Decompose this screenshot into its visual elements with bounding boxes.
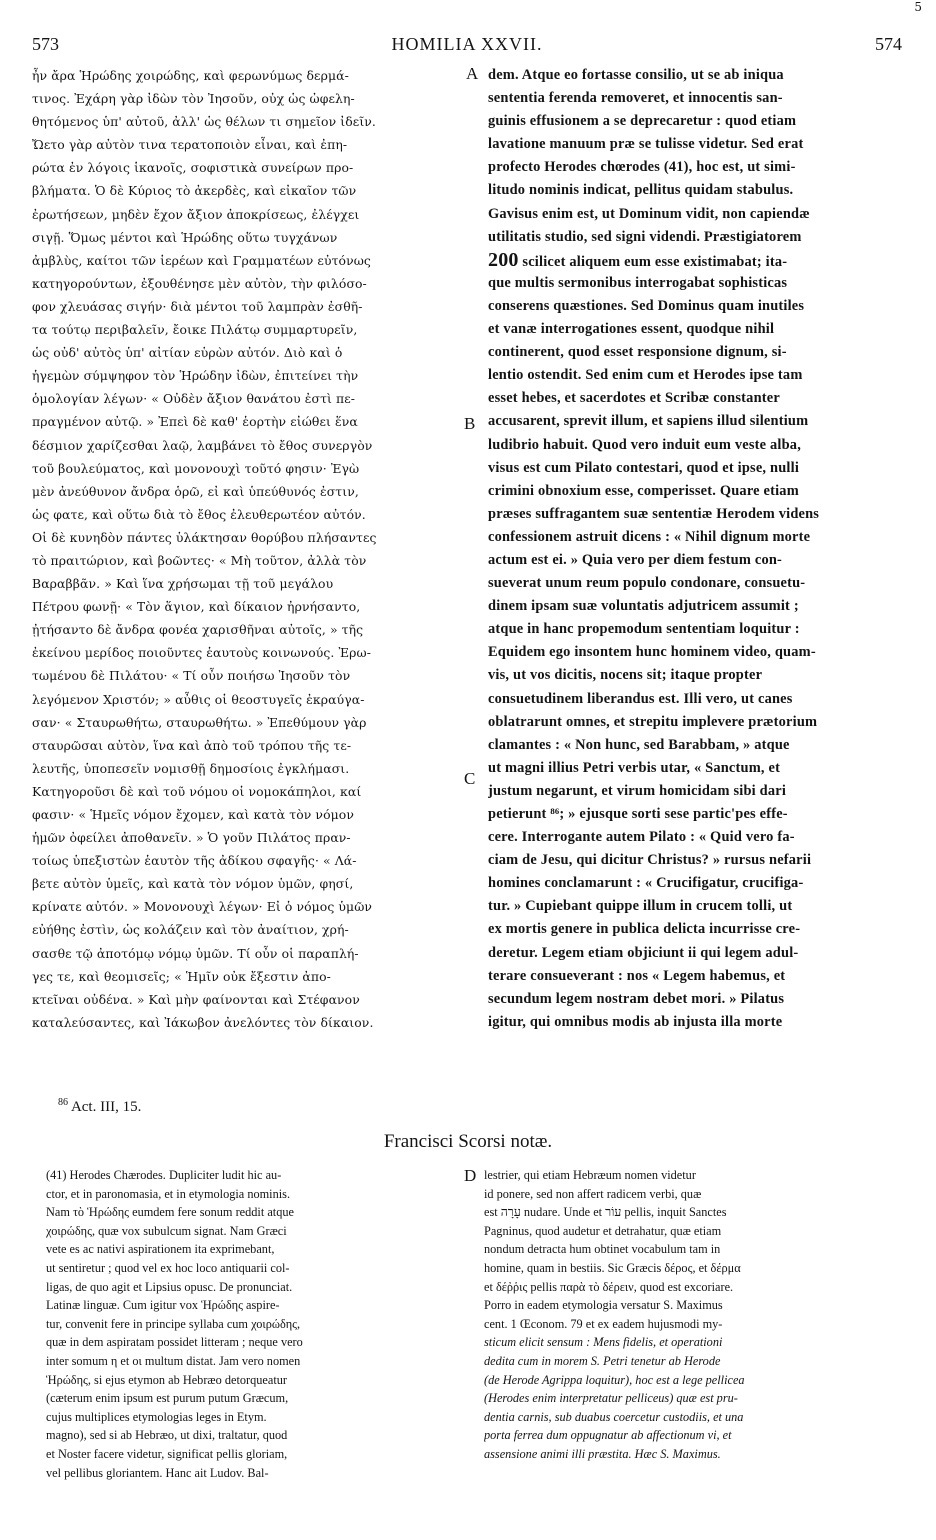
latin-text-line: cere. Interrogante autem Pilato : « Quid vero fa-	[488, 829, 795, 846]
latin-text-line: secundum legem nostram debet mori. » Pilatus	[488, 990, 785, 1007]
latin-text-line: profecto Herodes chœrodes (41), hoc est, ut simi-	[488, 159, 796, 176]
corner-mark: 5	[914, 0, 922, 14]
greek-text-line: φον χλευάσας σιγήν· διὰ μέντοι τοῦ λαμπρὰν ἐσθῆ-	[32, 298, 363, 314]
greek-text-line: κρίνατε αὐτόν. » Μονονουχὶ λέγων· Εἰ ὁ νόμος ὑμῶν	[32, 899, 373, 915]
greek-text-line: σιγῇ. Ὅμως μέντοι καὶ Ἡρώδης οὕτω τυγχάνων	[32, 229, 338, 245]
note-line: tur, convenit fere in principe syllaba cum χοιρώδης,	[46, 1316, 301, 1331]
greek-text-line: τὸ πραιτώριον, καὶ βοῶντες· « Μὴ τοῦτον, ἀλλὰ τὸν	[32, 552, 367, 568]
note-line: porta ferrea dum oppugnatur ab affectionum vi, et	[484, 1428, 732, 1443]
section-marker-c: C	[464, 769, 476, 788]
greek-text-column	[32, 64, 470, 1034]
greek-text-line: τωμένου δὲ Πιλάτου· « Τί οὖν ποιήσω Ἰησοῦν τὸν	[32, 668, 351, 684]
note-line: et δέῤῥις pellis παρὰ τὸ δέρειν, quod est excoriare.	[484, 1279, 734, 1294]
greek-text-line: βλήματα. Ὁ δὲ Κύριος τὸ ἀκερδὲς, καὶ εἰκαῖον τῶν	[32, 183, 357, 199]
latin-text-line: ut magni illius Petri verbis utar, « Sanctum, et	[488, 759, 781, 776]
greek-text-line: φασιν· « Ἡμεῖς νόμον ἔχομεν, καὶ κατὰ τὸν νόμον	[32, 807, 354, 822]
greek-text-line: σαν· « Σταυρωθήτω, σταυρωθήτω. » Ἐπεθύμουν γὰρ	[32, 714, 367, 730]
latin-text-line: atque in hanc propemodum sententiam loquitur :	[488, 621, 800, 638]
latin-text-line: conserens quæstiones. Sed Dominus quam inutiles	[488, 297, 805, 314]
latin-text-line: continerent, quod esset responsione dignum, si-	[488, 344, 787, 361]
greek-text-line: ἡμῶν ὀφείλει ἀποθανεῖν. » Ὁ γοῦν Πιλάτος πραν-	[32, 830, 351, 846]
greek-text-line: ρώτα ἐν λόγοις ἱκανοῖς, σοφιστικὰ συνείρων προ-	[32, 160, 354, 176]
latin-text-line-body: scilicet aliquem eum esse existimabat; ita-	[522, 253, 788, 270]
greek-text-line: τα τούτῳ περιβαλεῖν, ἔοικε Πιλάτῳ συμμαρτυρεῖν,	[32, 322, 358, 338]
right-page-number: 574	[875, 34, 902, 54]
latin-text-line: lentio ostendit. Sed enim cum et Herodes ipse tam	[488, 367, 803, 384]
latin-text-line: accusarent, sprevit illum, et sapiens illud silentium	[488, 413, 809, 430]
latin-text-line: actum est ei. » Quia vero per diem festum con-	[488, 551, 783, 568]
greek-text-line: ὡς φατε, καὶ οὕτω διὰ τὸ ἔθος ἐλευθερωτέον αὐτόν.	[32, 506, 366, 522]
greek-text-line: λεγόμενον Χριστόν; » αὖθις οἱ θεοστυγεῖς ἐκραύγα-	[32, 691, 365, 707]
latin-text-line: terare consueverant : nos « Legem habemus, et	[488, 967, 786, 984]
note-line: Latinæ linguæ. Cum igitur vox Ἡρώδης aspire-	[46, 1298, 280, 1313]
note-line: dedita cum in morem S. Petri tenetur ab Herode	[484, 1353, 721, 1368]
note-line: Pagninus, quod audetur et detrahatur, quæ etiam	[484, 1223, 722, 1238]
latin-text-line: dinem ipsam suæ voluntatis adjutricem assumit ;	[488, 598, 799, 615]
latin-text-line: esset hebes, et sacerdotes et Scribæ constanter	[488, 390, 780, 407]
greek-text-line: σασθε τῷ ἀποτόμῳ νόμῳ ὑμῶν. Τί οὖν οἱ παραπλή-	[32, 945, 359, 961]
greek-text-line: Κατηγοροῦσι δὲ καὶ τοῦ νόμου οἱ νομοκάπηλοι, καί	[32, 783, 362, 799]
latin-text-line: crimini obnoxium esse, comperisset. Quare etiam	[488, 482, 799, 499]
note-line: ligas, de quo agit et Lipsius opusc. De pronunciat.	[46, 1279, 293, 1294]
note-line: magno), sed si ab Hebræo, ut dixi, traltatur, quod	[46, 1428, 288, 1443]
note-line: ctor, et in paronomasia, et in etymologia nominis.	[46, 1186, 291, 1201]
latin-text-line: ex mortis genere in publica delicta incurrisse cre-	[488, 921, 801, 938]
latin-text-line: utilitatis studio, sed signi videndi. Præstigiatorem	[488, 228, 802, 245]
greek-text-line: θητόμενος ὑπ' αὐτοῦ, ἀλλ' ὡς θέλων τι σημεῖον ἰδεῖν.	[32, 114, 376, 130]
latin-text-line: lavatione manuum præ se tulisse videtur. Sed erat	[488, 136, 804, 153]
latin-text-line: Equidem ego insontem hunc hominem video, quam-	[488, 644, 816, 661]
note-line: Ἡρώδης, si ejus etymon ab Hebræo detorqueatur	[46, 1372, 287, 1387]
latin-text-line: oblatrarunt omnes, et strepitu implevere prætorium	[488, 713, 818, 730]
footnote-number: 86	[58, 1097, 68, 1108]
greek-text-line: σταυρῶσαι αὐτὸν, ἵνα καὶ ἀπὸ τοῦ τρόπου τῆς τε-	[32, 737, 352, 753]
greek-text-line: ᾐτήσαντο δὲ ἄνδρα φονέα χαρισθῆναι αὐτοῖς, » τῆς	[32, 622, 364, 638]
note-line: ut sentiretur ; quod vel ex hoc loco antiquarii col-	[46, 1260, 290, 1275]
note-line: (41) Herodes Chærodes. Dupliciter ludit hic au-	[46, 1168, 282, 1182]
latin-text-line: igitur, qui omnibus modis ab injusta illa morte	[488, 1013, 783, 1030]
latin-text-line: sententia ferenda removeret, et innocentis san-	[488, 90, 783, 107]
notes-left-column	[46, 1166, 458, 1482]
latin-text-line: confessionem astruit dicens : « Nihil dignum morte	[488, 528, 811, 545]
latin-text-line: dem. Atque eo fortasse consilio, ut se ab iniqua	[488, 67, 784, 83]
greek-text-line: πραγμένον αὐτῷ. » Ἐπεὶ δὲ καθ' ἑορτὴν εἰώθει ἕνα	[32, 414, 358, 430]
greek-text-line: ὡς οὐδ' αὐτὸς ὑπ' αἰτίαν εὑρὼν αὐτόν. Διὸ καὶ ὁ	[32, 345, 343, 361]
latin-text-line: et vanæ interrogationes essent, quodque nihil	[488, 321, 775, 338]
note-line: inter somum η et οι multum distat. Jam vero nomen	[46, 1353, 301, 1368]
notes-title: Francisci Scorsi notæ.	[383, 1131, 553, 1152]
greek-text-line: βετε αὐτὸν ὑμεῖς, καὶ κατὰ τὸν νόμον ὑμῶν, φησί,	[32, 876, 354, 892]
latin-text-line: litudo nominis indicat, pellitus quidam stabulus.	[488, 182, 794, 199]
footnote-text: Act. III, 15.	[70, 1099, 142, 1115]
note-line: homine, quam in bestiis. Sic Græcis δέρος, et δέρμα	[484, 1260, 741, 1275]
greek-text-line: γες τε, καὶ θεομισεῖς; « Ἡμῖν οὐκ ἔξεστιν ἀπο-	[32, 968, 331, 984]
latin-text-line: deretur. Legem etiam objiciunt ii qui legem adul-	[488, 944, 799, 961]
greek-text-line: εὐήθης ἐστὶν, ὡς κολάζειν καὶ τὸν ἀναίτιον, χρή-	[32, 922, 349, 938]
greek-text-line: ἀμβλὺς, καίτοι τῶν ἱερέων καὶ Γραμματέων εὐτόνως	[32, 252, 371, 268]
note-line: cujus multiplices etymologias leges in Etym.	[46, 1409, 267, 1424]
note-line: χοιρώδης, quæ vox subulcum signat. Nam Græci	[46, 1223, 287, 1238]
latin-text-line: tur. » Cupiebant quippe illum in crucem tolli, ut	[488, 898, 793, 915]
greek-text-line: δέσμιον χαρίζεσθαι λαῷ, λαμβάνει τὸ ἔθος συνεργὸν	[32, 437, 373, 453]
greek-text-line: κτεῖναι οὐδένα. » Καὶ μὴν φαίνονται καὶ Στέφανον	[32, 991, 360, 1007]
greek-text-line: μὲν ἀνεύθυνον ἄνδρα ὁρῶ, εἰ καὶ ὑπεύθυνός ἐστιν,	[32, 483, 359, 499]
margin-number: 200	[488, 248, 519, 271]
greek-text-line: Βαραββᾶν. » Καὶ ἵνα χρήσωμαι τῇ τοῦ μεγάλου	[32, 576, 334, 592]
latin-text-line: justum negarunt, et virum homicidam sibi dari	[488, 782, 787, 799]
note-line: vete es ac nativi aspirationem ita exprimebant,	[46, 1242, 275, 1257]
greek-text-line: τοῦ βουλεύματος, καὶ μονονουχὶ τοῦτό φησιν· Ἐγὼ	[32, 460, 360, 476]
latin-text-line: præses suffragantem suæ sententiæ Herodem videns	[488, 505, 820, 522]
note-line: lestrier, qui etiam Hebræum nomen videtur	[484, 1168, 696, 1182]
latin-text-line: Gavisus enim est, ut Dominum vidit, non capiendæ	[488, 205, 810, 222]
greek-text-line: Ὤετο γὰρ αὐτὸν τινα τερατοποιὸν εἶναι, καὶ ἐπη-	[32, 137, 348, 153]
note-line: sticum elicit sensum : Mens fidelis, et operationi	[484, 1335, 723, 1350]
note-line: id ponere, sed non affert radicem verbi, quæ	[484, 1186, 702, 1201]
greek-text-line: τινος. Ἐχάρη γὰρ ἰδὼν τὸν Ἰησοῦν, οὐχ ὡς ὠφελη-	[32, 91, 355, 107]
note-line: Nam τὸ Ἡρώδης eumdem fere sonum reddit atque	[46, 1205, 294, 1220]
note-line: cent. 1 Œconom. 79 et ex eadem hujusmodi my-	[484, 1316, 723, 1331]
latin-text-line	[488, 249, 900, 272]
section-marker-a: A	[466, 64, 479, 83]
footnote	[58, 1097, 141, 1116]
greek-text-line: καταλεύσαντες, καὶ Ἰάκωβον ἀνελόντες τὸν δίκαιον.	[32, 1014, 374, 1030]
running-header	[32, 34, 902, 60]
section-marker-d: D	[464, 1166, 477, 1185]
section-marker-b: B	[464, 414, 476, 433]
note-line: assensione animi illi præstita. Hæc S. Maximus.	[484, 1446, 721, 1461]
greek-text-line: λευτῆς, ὑποπεσεῖν νομισθῇ δημοσίοις ἐγκλήμασι.	[32, 760, 350, 776]
latin-text-line: visus est cum Pilato contestari, quod et ipse, nulli	[488, 459, 800, 476]
latin-text-line: clamantes : « Non hunc, sed Barabbam, » atque	[488, 736, 790, 753]
latin-text-line: guinis effusionem a se deprecaretur : quod etiam	[488, 113, 797, 130]
greek-text-line: ὁμολογίαν λέγων· « Οὐδὲν ἄξιον θανάτου ἐστὶ πε-	[32, 391, 356, 407]
latin-text-line: petierunt ⁸⁶; » ejusque sorti sese partic'pes effe-	[488, 806, 788, 822]
greek-text-line: ἡγεμὼν σύμψηφον τὸν Ἡρώδην ἰδὼν, ἐπιτείνει τὴν	[32, 368, 359, 384]
greek-text-line: Οἱ δὲ κυνηδὸν πάντες ὑλάκτησαν θορύβου πλήσαντες	[32, 529, 377, 545]
latin-text-line: vis, ut vos dicitis, nocens sit; itaque propter	[488, 667, 763, 684]
greek-text-line: κατηγορούντων, ἐξουθένησε μὲν αὐτὸν, τὴν φιλόσο-	[32, 275, 367, 291]
note-line: quæ in dem aspiratam possidet litteram ; neque vero	[46, 1335, 303, 1350]
note-line: vel pellibus gloriantem. Hanc ait Ludov. Bal-	[46, 1465, 269, 1480]
note-line: (de Herode Agrippa loquitur), hoc est a lege pellicea	[484, 1372, 745, 1387]
latin-text-line: sueverat unum reum populo condonare, consuetu-	[488, 575, 806, 592]
latin-text-line: ludibrio habuit. Quod vero induit eum veste alba,	[488, 436, 801, 453]
greek-text-line: ἐκείνου μερίδος ποιοῦντες ἑαυτοὺς κοινωνούς. Ἐρω-	[32, 645, 372, 661]
note-line: Porro in eadem etymologia versatur S. Maximus	[484, 1298, 723, 1313]
greek-text-line: Πέτρου φωνῇ· « Τὸν ἅγιον, καὶ δίκαιον ἠρνήσαντο,	[32, 599, 361, 615]
note-line: dentia carnis, sub duabus coercetur custodiis, et una	[484, 1409, 744, 1424]
note-line: est עָרָה nudare. Unde et עוֹר pellis, inquit Sanctes	[484, 1205, 727, 1220]
notes-right-column	[484, 1166, 904, 1464]
latin-text-line: homines conclamarunt : « Crucifigatur, crucifiga-	[488, 875, 804, 892]
greek-text-line: τοίως ὑπεξιστὼν ἑαυτὸν τῆς ἀδίκου σφαγῆς· « Λά-	[32, 853, 357, 869]
note-line: nondum detracta hum obtinet vocabulum tam in	[484, 1242, 721, 1257]
latin-text-column	[488, 64, 900, 1034]
latin-text-line: que multis sermonibus interrogabat sophisticas	[488, 274, 788, 291]
left-page-number: 573	[32, 34, 59, 54]
latin-text-line: ciam de Jesu, qui dicitur Christus? » rursus nefarii	[488, 852, 812, 869]
greek-text-line: ἦν ἄρα Ἡρώδης χοιρώδης, καὶ φερωνύμως δερμά-	[32, 68, 349, 83]
note-line: (cæterum enim ipsum est purum putum Græcum,	[46, 1391, 289, 1406]
note-line: et Noster facere videtur, significat pellis gloriam,	[46, 1446, 288, 1461]
page-title: HOMILIA XXVII.	[391, 34, 543, 54]
note-line: (Herodes enim interpretatur pelliceus) quæ est pru-	[484, 1391, 738, 1406]
greek-text-line: ἐρωτήσεων, μηδὲν ἔχον ἄξιον ἀποκρίσεως, ἐλέγχει	[32, 206, 360, 222]
latin-text-line: consuetudinem liberandus est. Illi vero, ut canes	[488, 690, 793, 707]
